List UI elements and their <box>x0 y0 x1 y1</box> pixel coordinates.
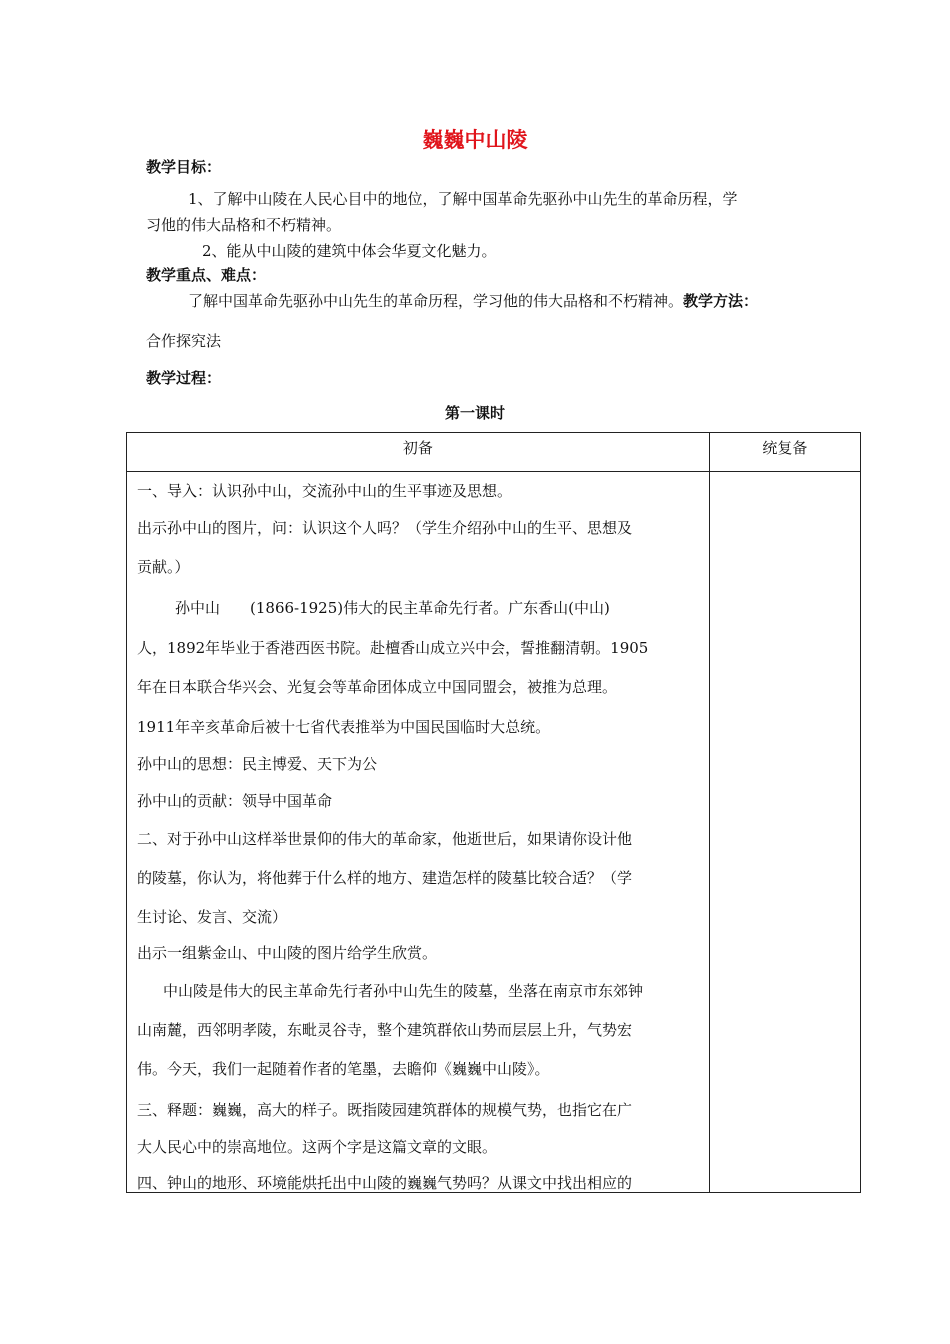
key-points-text <box>188 290 758 311</box>
lesson-label: 第一课时 <box>444 404 505 422</box>
content-line: 山南麓，西邻明孝陵，东毗灵谷寺，整个建筑群依山势而层层上升，气势宏 <box>137 1021 633 1039</box>
content-line: 三、释题：巍巍，高大的样子。既指陵园建筑群体的规模气势，也指它在广 <box>137 1101 633 1119</box>
content-line: 出示一组紫金山、中山陵的图片给学生欣赏。 <box>137 944 438 962</box>
content-line: 生讨论、发言、交流） <box>137 908 288 926</box>
content-line: 年在日本联合华兴会、光复会等革命团体成立中国同盟会，被推为总理。 <box>137 678 618 696</box>
content-line: 的陵墓，你认为，将他葬于什么样的地方、建造怎样的陵墓比较合适？（学 <box>137 869 633 887</box>
header-initial-prep: 初备 <box>127 433 710 472</box>
content-line: 出示孙中山的图片，问：认识这个人吗？（学生介绍孙中山的生平、思想及 <box>137 519 633 537</box>
key-points-heading: 教学重点、难点： <box>146 266 267 284</box>
method-heading: 教学方法： <box>683 292 759 310</box>
key-points-body: 了解中国革命先驱孙中山先生的革命历程，学习他的伟大品格和不朽精神。 <box>188 292 684 310</box>
review-prep-content <box>709 472 860 1193</box>
content-line: 一、导入：认识孙中山，交流孙中山的生平事迹及思想。 <box>137 482 513 500</box>
content-line: 二、对于孙中山这样举世景仰的伟大的革命家，他逝世后，如果请你设计他 <box>137 830 633 848</box>
content-line: 孙中山的贡献：领导中国革命 <box>137 792 333 810</box>
content-line: 贡献。） <box>137 558 190 576</box>
method-text: 合作探究法 <box>146 332 222 350</box>
content-line: 中山陵是伟大的民主革命先行者孙中山先生的陵墓，坐落在南京市东郊钟 <box>163 982 644 1000</box>
objective-1-line-2: 习他的伟大品格和不朽精神。 <box>146 216 342 234</box>
objective-1-line-1: 1、了解中山陵在人民心目中的地位，了解中国革命先驱孙中山先生的革命历程，学 <box>188 190 738 208</box>
content-line: 孙中山的思想：民主博爱、天下为公 <box>137 755 378 773</box>
document-title: 巍巍中山陵 <box>422 128 528 152</box>
content-line: 伟。今天，我们一起随着作者的笔墨，去瞻仰《巍巍中山陵》。 <box>137 1060 550 1078</box>
content-line: 人，1892年毕业于香港西医书院。赴檀香山成立兴中会，誓推翻清朝。1905 <box>137 639 649 657</box>
lesson-table <box>126 432 861 1193</box>
content-line: 大人民心中的崇高地位。这两个字是这篇文章的文眼。 <box>137 1138 498 1156</box>
content-line: 1911年辛亥革命后被十七省代表推举为中国民国临时大总统。 <box>137 718 551 736</box>
process-heading: 教学过程： <box>146 369 222 387</box>
initial-prep-content <box>127 472 710 1193</box>
content-line: 孙中山 (1866-1925)伟大的民主革命先行者。广东香山(中山) <box>175 599 610 617</box>
objectives-heading: 教学目标： <box>146 158 222 176</box>
header-review-prep: 统复备 <box>709 433 860 472</box>
content-line: 四、钟山的地形、环境能烘托出中山陵的巍巍气势吗？从课文中找出相应的 <box>137 1174 633 1192</box>
objective-2: 2、能从中山陵的建筑中体会华夏文化魅力。 <box>202 242 497 260</box>
